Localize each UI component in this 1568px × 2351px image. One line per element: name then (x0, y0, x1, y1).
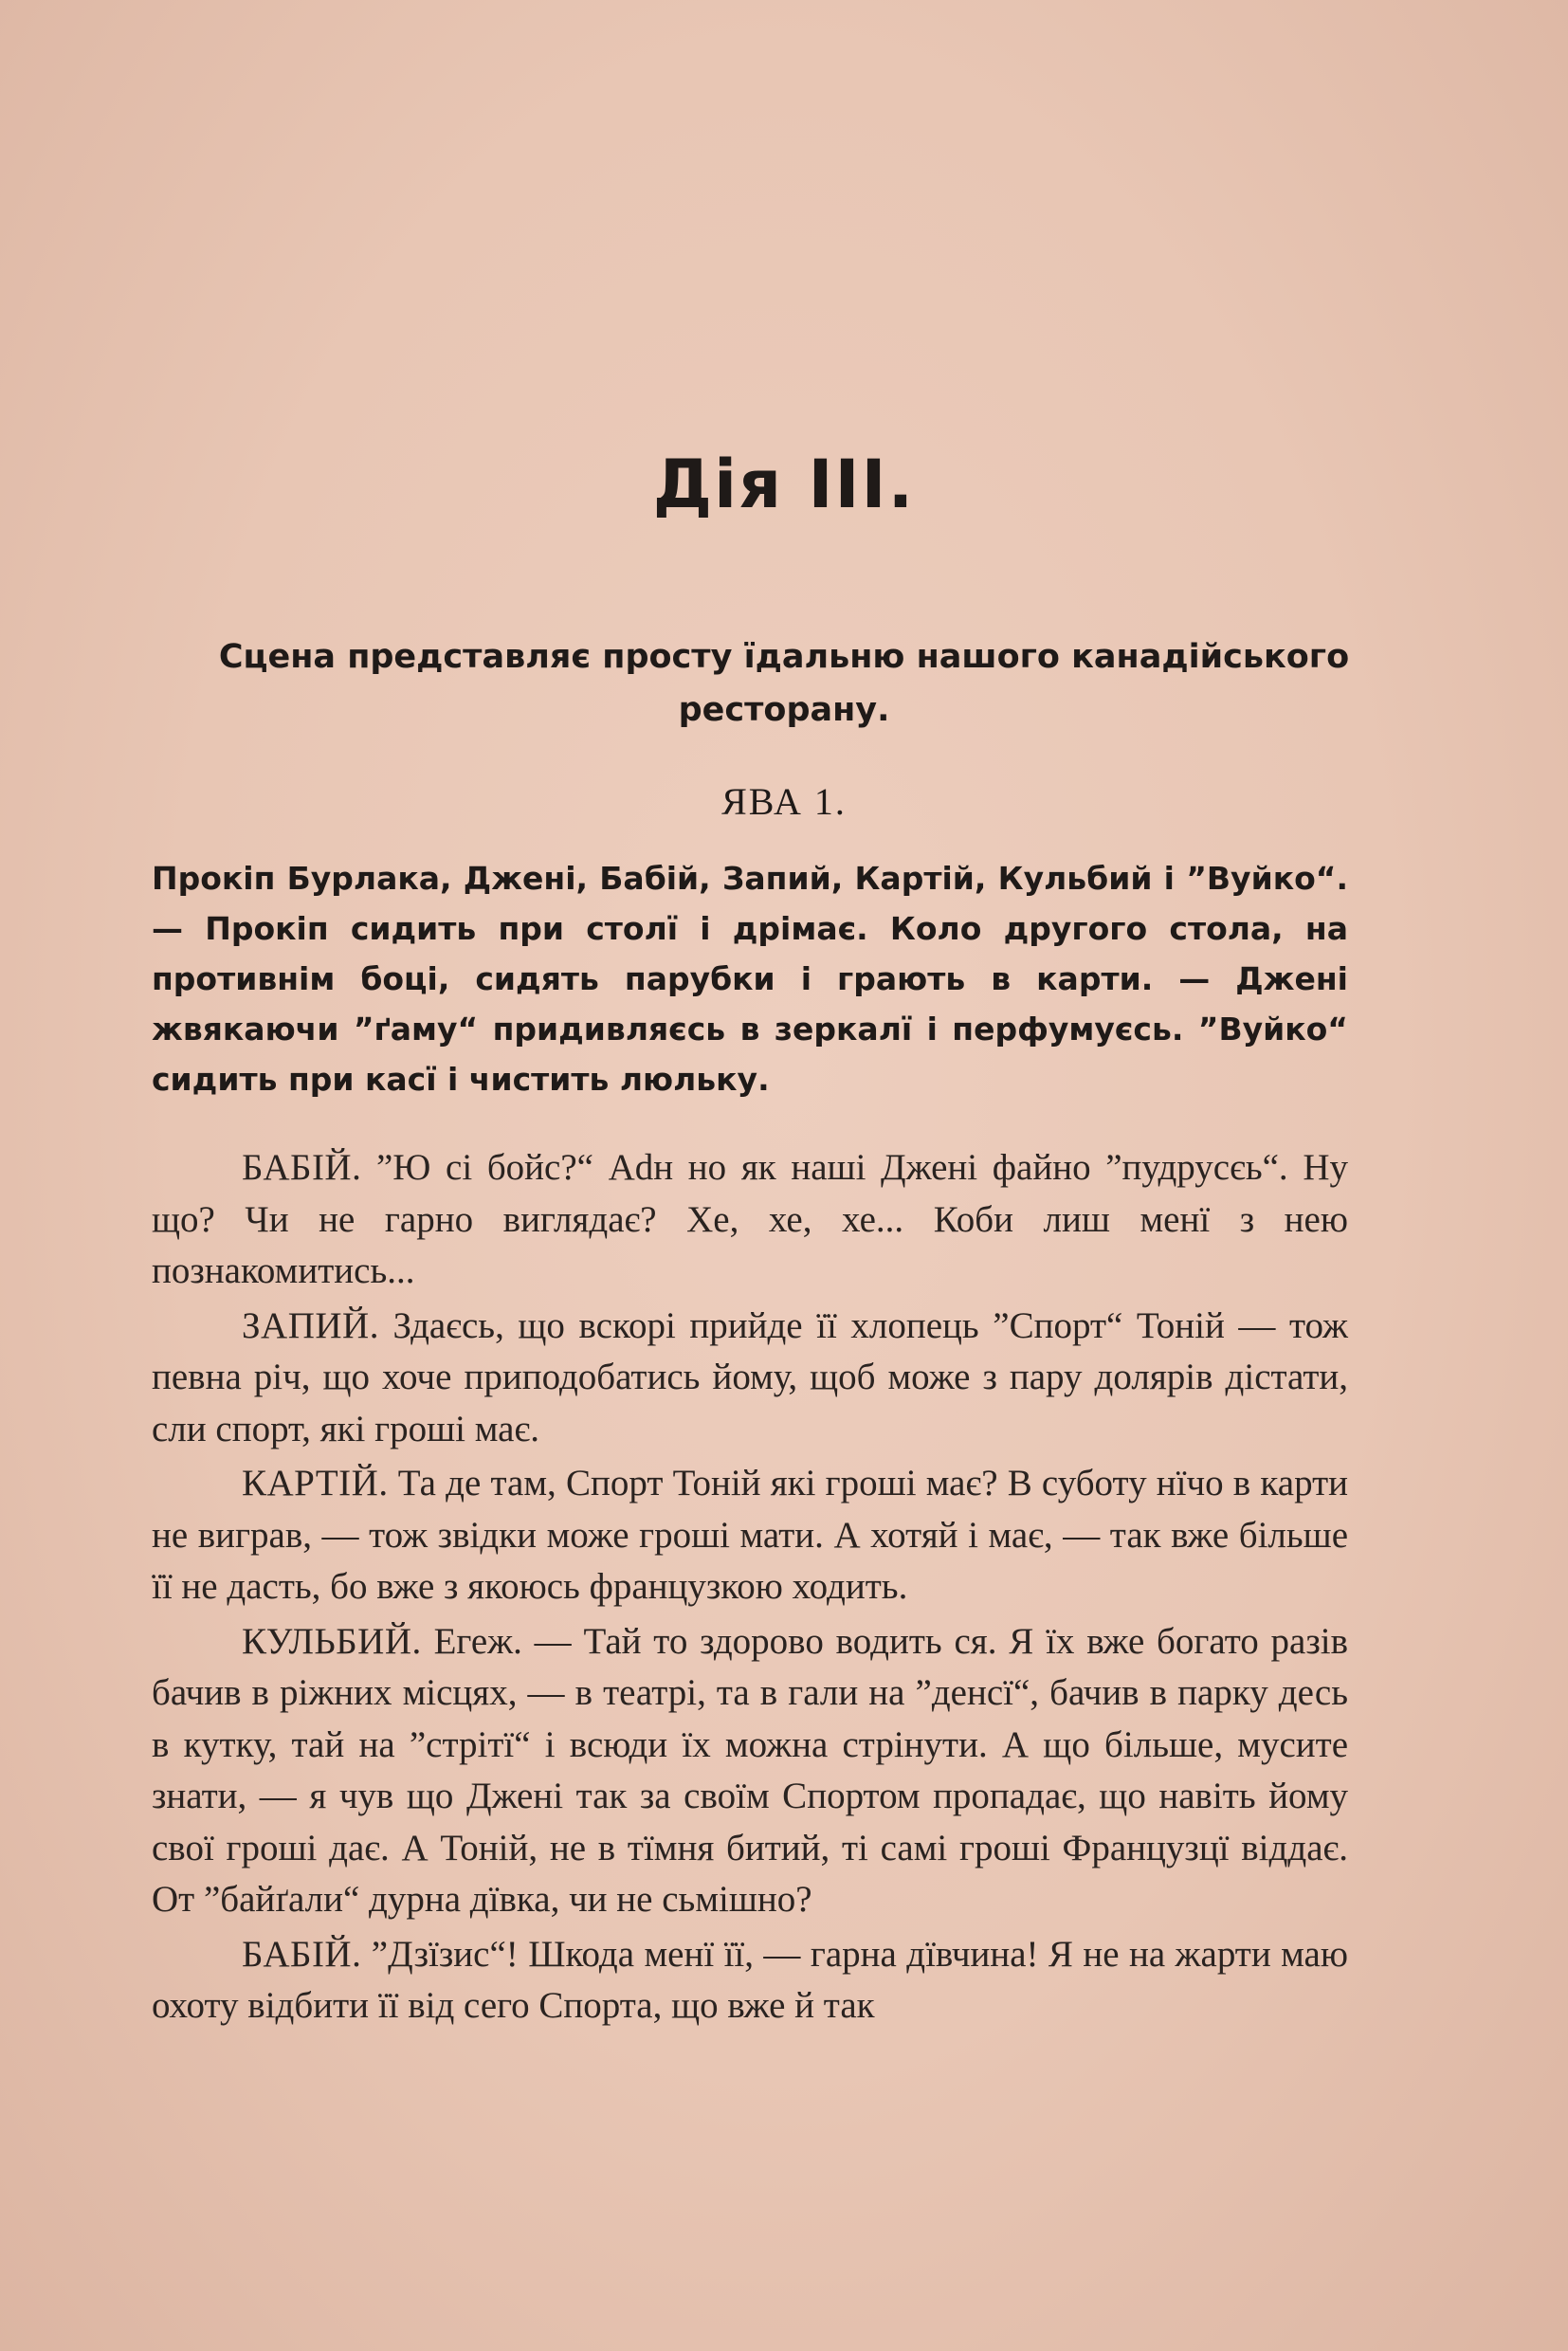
speaker-name: КАРТІЙ. (242, 1463, 389, 1504)
dialogue-line (152, 1616, 1348, 1926)
dialogue-block (152, 1142, 1348, 2035)
dialogue-line (152, 1929, 1348, 2032)
dialogue-line (152, 1142, 1348, 1298)
stage-direction: Прокіп Бурлака, Джені, Бабій, Запий, Картій, Кульбий і ”Вуйко“. — Прокіп сидить при столї і дрімає. Коло другого стола, на противнім боці, сидять парубки і грають в карти. — Джені жвякаючи ”ґаму“ придивляєсь в зеркалї і перфумуєсь. ”Вуйко“ сидить при касї і чистить люльку. (152, 860, 1348, 1098)
dialogue-text: Здаєсь, що вскорі прийде її хлопець ”Спорт“ Тоній — тож певна річ, що хоче приподобатись йому, щоб може з пару долярів дістати, сли спорт, які гроші має. (152, 1304, 1348, 1449)
speaker-name: КУЛЬБИЙ. (242, 1620, 422, 1662)
dialogue-line (152, 1458, 1348, 1613)
dialogue-text: Та де там, Спорт Тоній які гроші має? В суботу нїчо в карти не виграв, — тож звідки може гроші мати. А хотяй і має, — так вже більше її не дасть, бо вже з якоюсь французкою ходить. (152, 1463, 1348, 1607)
speaker-name: БАБІЙ. (242, 1147, 362, 1188)
scene-description (152, 630, 1416, 737)
act-title: Дія III. (652, 446, 916, 523)
scene-number-heading: ЯВА 1. (721, 780, 847, 823)
speaker-name: БАБІЙ. (242, 1933, 362, 1975)
speaker-name: ЗАПИЙ. (242, 1304, 379, 1346)
dialogue-text: ”Дзїзис“! Шкода менї її, — гарна дївчина! Я не на жарти маю охоту відбити її від сего Спорта, що вже й так (152, 1933, 1348, 2026)
scene-description-line-1: Сцена представляє просту їдальню нашого канадійського (218, 638, 1350, 676)
dialogue-text: Егеж. — Тай то здорово водить ся. Я їх вже богато разів бачив в ріжних місцях, — в театрі, та в гали на ”денсї“, бачив в парку десь в кутку, тай на ”стрітї“ і всюди їх можна стрінути. А що більше, мусите знати, — я чув що Джені так за своїм Спортом пропадає, що навіть йому свої гроші дає. А Тоній, не в тїмня битий, ті самі гроші Французцї віддає. От ”байґали“ дурна дївка, чи не сьмішно? (152, 1620, 1348, 1920)
scene-description-line-2: ресторану. (678, 691, 890, 729)
dialogue-line (152, 1301, 1348, 1456)
dialogue-text: ”Ю сі бойс?“ Adн но як наші Джені файно ”пудрусєь“. Ну що? Чи не гарно виглядає? Хе, хе, хе... Коби лиш менї з нею познакомитись... (152, 1147, 1348, 1291)
